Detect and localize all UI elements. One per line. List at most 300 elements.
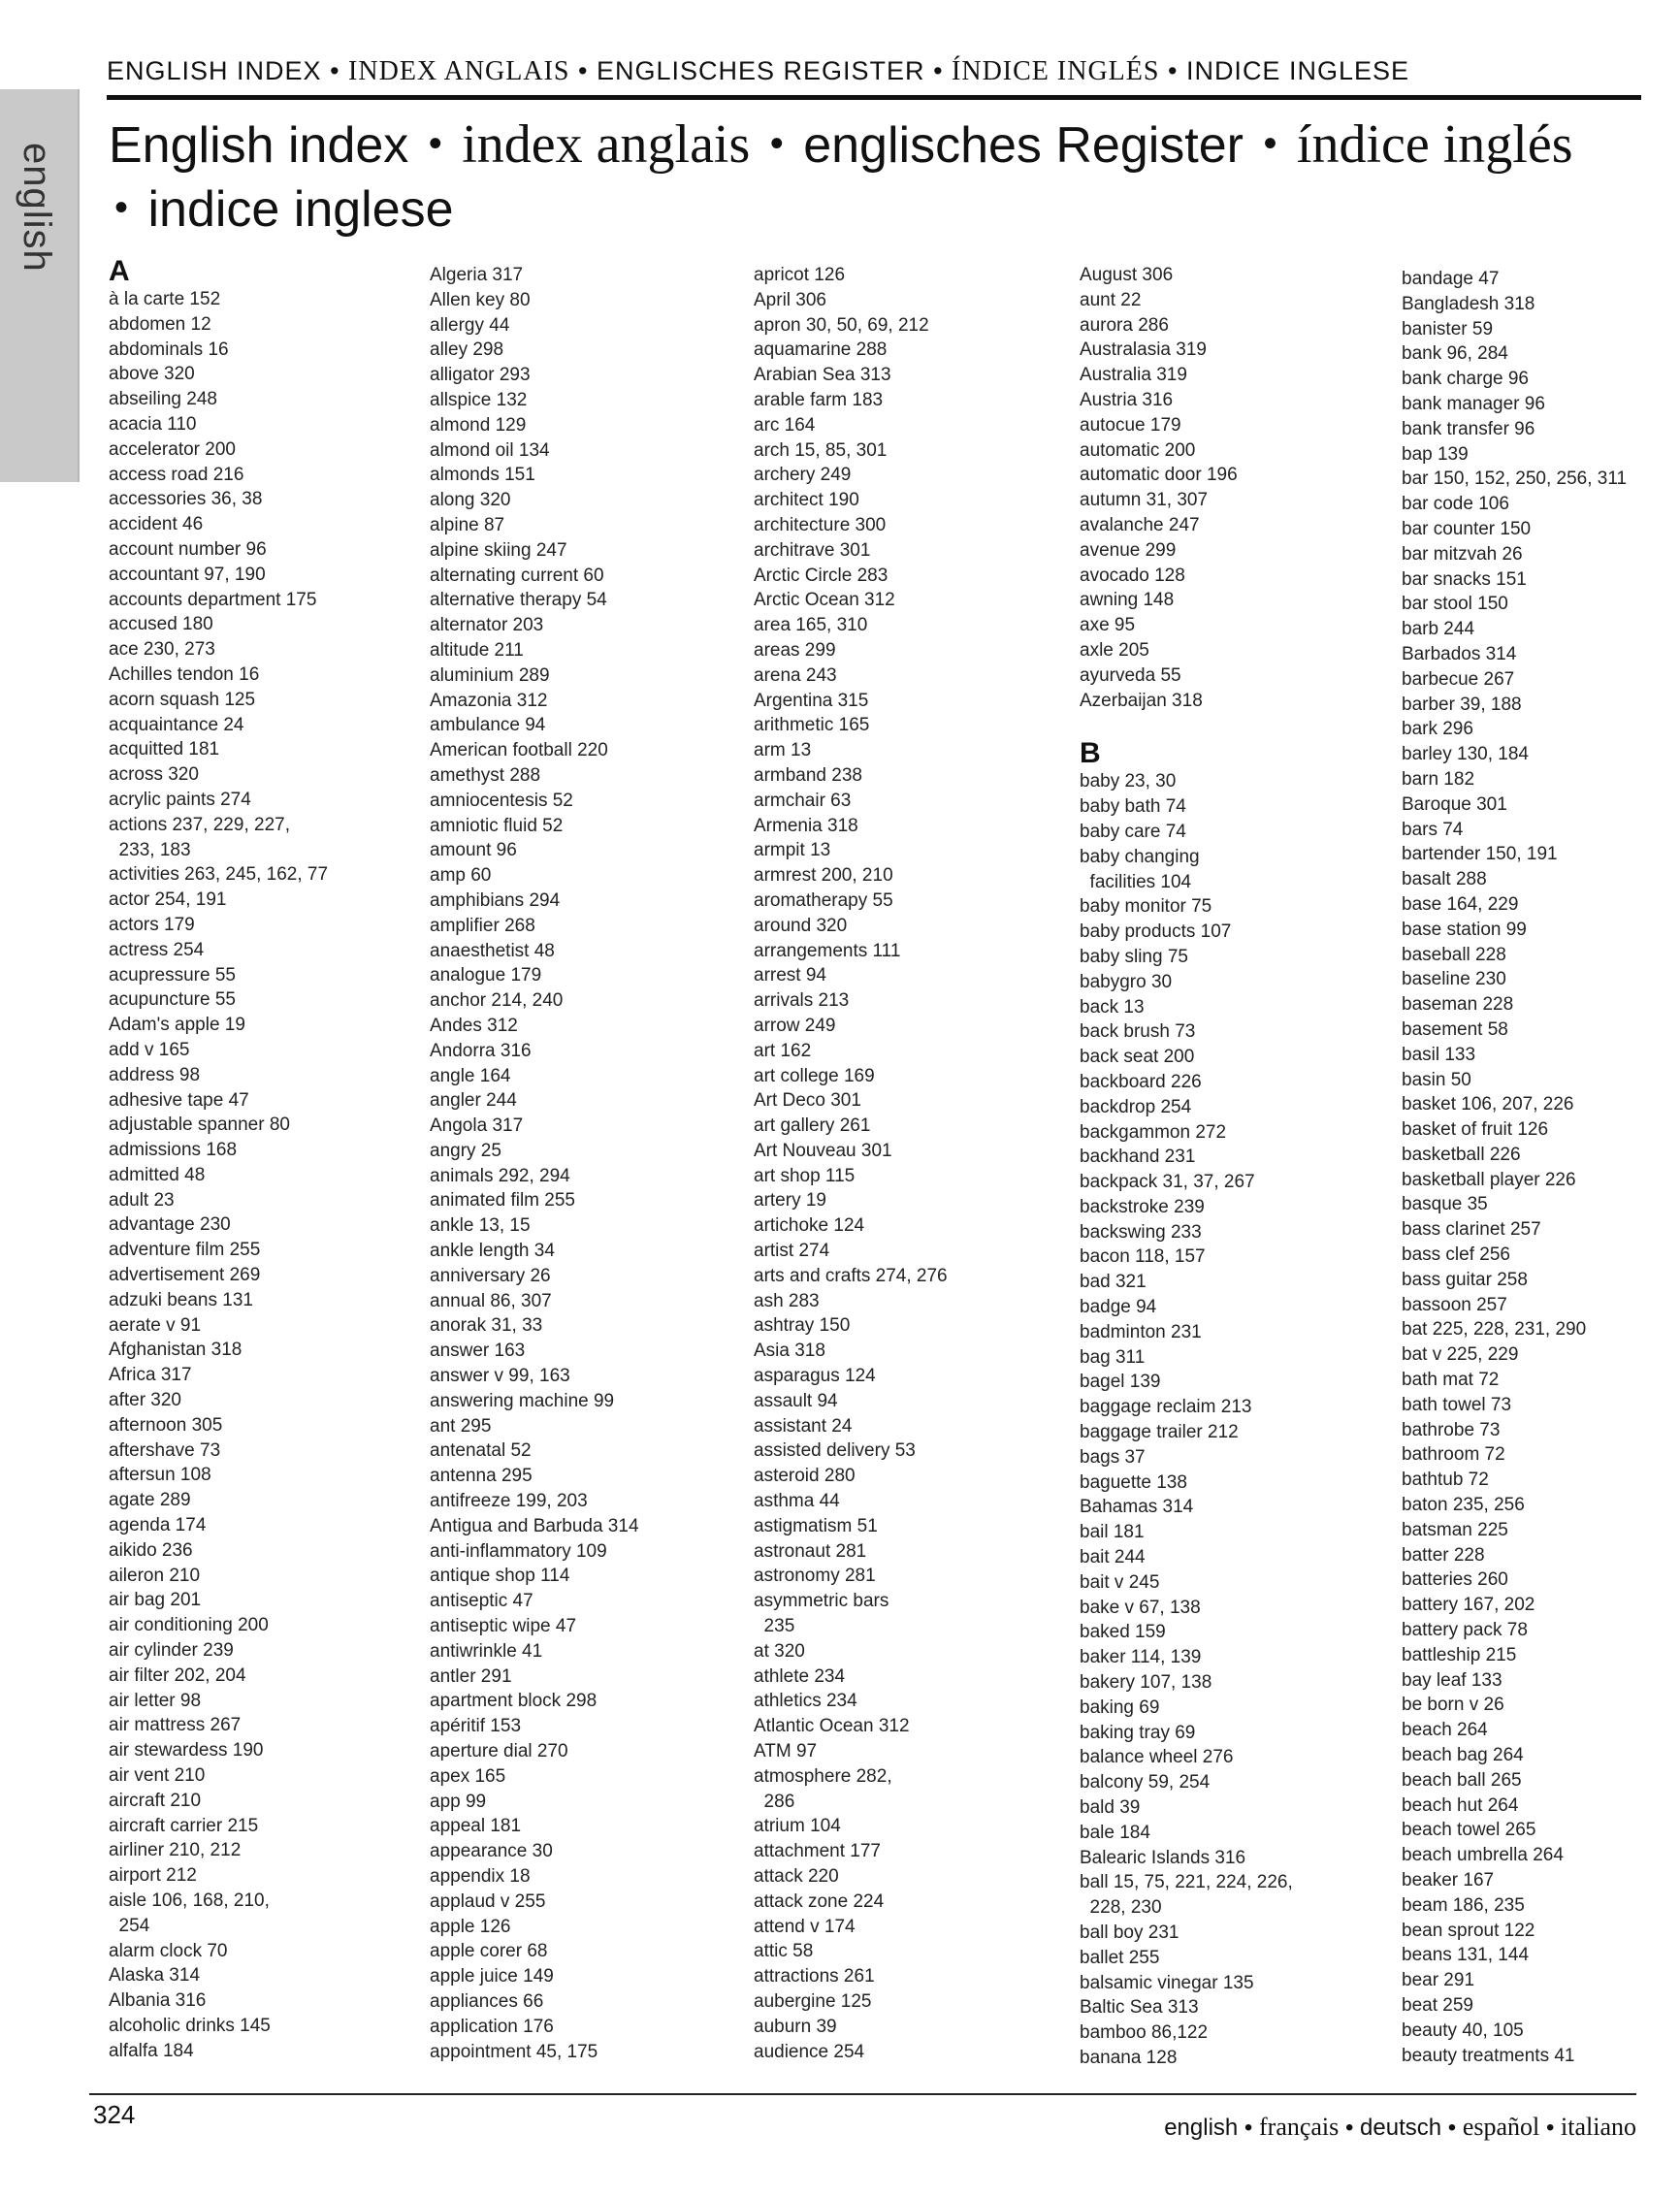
index-entry: Africa 317	[109, 1365, 192, 1386]
section-gap	[1080, 713, 1390, 736]
index-entry: apricot 126	[754, 265, 846, 285]
index-entry: accessories 36, 38	[109, 489, 263, 510]
index-entry: allspice 132	[430, 389, 528, 410]
index-entry: advertisement 269	[109, 1265, 261, 1286]
index-entry: annual 86, 307	[430, 1290, 552, 1311]
index-entry: air conditioning 200	[109, 1615, 269, 1636]
index-entry: armpit 13	[754, 840, 831, 861]
header-it: INDICE INGLESE	[1185, 56, 1409, 85]
index-entry: Australia 319	[1080, 365, 1187, 386]
index-entry: appeal 181	[430, 1816, 522, 1837]
index-entry: ball 15, 75, 221, 224, 226,	[1080, 1872, 1293, 1893]
index-entry: atrium 104	[754, 1816, 841, 1837]
index-entry: architecture 300	[754, 514, 887, 535]
index-entry: Azerbaijan 318	[1080, 690, 1203, 711]
index-entry: anniversary 26	[430, 1265, 551, 1286]
index-column-3	[754, 263, 1064, 2064]
index-entry: banana 128	[1080, 2047, 1178, 2068]
index-entry: bassoon 257	[1402, 1294, 1507, 1315]
index-entry: bathroom 72	[1402, 1444, 1505, 1466]
index-entry: ball boy 231	[1080, 1922, 1179, 1943]
index-entry: art 162	[754, 1040, 812, 1061]
index-entry: amount 96	[430, 840, 517, 861]
index-entry: acorn squash 125	[109, 689, 256, 710]
index-entry: antique shop 114	[430, 1566, 570, 1587]
title-separator: •	[114, 186, 129, 229]
index-entry: aromatherapy 55	[754, 889, 893, 911]
index-entry: backgammon 272	[1080, 1121, 1227, 1143]
index-entry: Algeria 317	[430, 265, 524, 285]
index-entry: à la carte 152	[109, 289, 221, 309]
title-de: englisches Register	[803, 117, 1244, 174]
index-column-1	[109, 254, 419, 2064]
index-entry: balcony 59, 254	[1080, 1772, 1211, 1793]
index-entry: bars 74	[1402, 819, 1464, 840]
index-entry: basket 106, 207, 226	[1402, 1094, 1574, 1115]
index-entry: antifreeze 199, 203	[430, 1491, 588, 1512]
index-entry: across 320	[109, 764, 199, 786]
index-entry: badge 94	[1080, 1297, 1157, 1318]
index-entry: anchor 214, 240	[430, 990, 564, 1012]
index-entry: alfalfa 184	[109, 2040, 194, 2061]
index-entry: bar counter 150	[1402, 518, 1532, 539]
index-entry: antenatal 52	[430, 1440, 532, 1462]
index-entry: alarm clock 70	[109, 1940, 228, 1961]
index-entry: air mattress 267	[109, 1715, 242, 1736]
index-entry: ace 230, 273	[109, 639, 215, 661]
index-entry: areas 299	[754, 639, 836, 661]
index-entry: bathrobe 73	[1402, 1419, 1501, 1440]
header-de: ENGLISCHES REGISTER	[596, 56, 925, 85]
index-entry: bank charge 96	[1402, 369, 1529, 390]
index-entry: basketball 226	[1402, 1144, 1521, 1165]
index-entry: basement 58	[1402, 1018, 1508, 1040]
index-entry: acquitted 181	[109, 739, 220, 760]
index-entry: barb 244	[1402, 619, 1475, 640]
index-entry: adhesive tape 47	[109, 1089, 249, 1111]
index-entry: anorak 31, 33	[430, 1315, 543, 1337]
index-entry: acacia 110	[109, 413, 197, 435]
index-entry: application 176	[430, 2016, 554, 2037]
index-entry: bat v 225, 229	[1402, 1344, 1519, 1366]
index-entry: base 164, 229	[1402, 893, 1519, 915]
index-entry: barber 39, 188	[1402, 694, 1522, 715]
index-entry: art college 169	[754, 1065, 875, 1086]
index-entry: access road 216	[109, 464, 244, 485]
language-tab-label: english	[16, 143, 58, 273]
index-entry: airport 212	[109, 1865, 197, 1887]
index-entry: aircraft 210	[109, 1790, 202, 1811]
index-entry: bath towel 73	[1402, 1394, 1512, 1415]
index-entry: bar mitzvah 26	[1402, 543, 1523, 565]
index-entry: 286	[754, 1791, 795, 1812]
index-entry: alcoholic drinks 145	[109, 2015, 271, 2036]
index-entry: arrest 94	[754, 965, 826, 986]
index-entry: attack zone 224	[754, 1890, 885, 1912]
index-entry: bean sprout 122	[1402, 1920, 1535, 1941]
index-entry: Afghanistan 318	[109, 1340, 242, 1361]
index-entry: accident 46	[109, 514, 204, 535]
index-entry: air stewardess 190	[109, 1740, 264, 1761]
index-entry: beauty treatments 41	[1402, 2045, 1575, 2066]
index-entry: Asia 318	[754, 1341, 825, 1362]
footer-separator: •	[1447, 2115, 1457, 2141]
index-entry: Allen key 80	[430, 289, 531, 310]
index-entry: angler 244	[430, 1090, 517, 1112]
index-entry: asthma 44	[754, 1491, 840, 1512]
index-entry: amniocentesis 52	[430, 790, 573, 811]
index-entry: attend v 174	[754, 1916, 856, 1937]
index-column-5	[1402, 267, 1680, 2068]
index-entry: bear 291	[1402, 1970, 1475, 1991]
index-entry: 235	[754, 1616, 795, 1637]
title-it: indice inglese	[147, 181, 454, 238]
index-entry: admissions 168	[109, 1140, 238, 1161]
index-entry: arc 164	[754, 414, 816, 436]
index-entry: arrivals 213	[754, 990, 850, 1012]
index-entry: baby 23, 30	[1080, 771, 1177, 792]
index-entry: alpine skiing 247	[430, 539, 567, 561]
index-entry: aluminium 289	[430, 664, 550, 686]
index-entry: artery 19	[754, 1190, 826, 1212]
index-entry: appearance 30	[430, 1841, 553, 1862]
index-entry: battery pack 78	[1402, 1620, 1528, 1641]
index-entry: add v 165	[109, 1039, 190, 1060]
index-entry: baby products 107	[1080, 921, 1232, 943]
index-entry: aubergine 125	[754, 1990, 872, 2012]
index-entry: bartender 150, 191	[1402, 844, 1558, 865]
index-entry: abdomen 12	[109, 313, 211, 335]
index-entry: armchair 63	[754, 790, 852, 811]
index-entry: baby bath 74	[1080, 796, 1186, 818]
index-entry: Australasia 319	[1080, 339, 1207, 361]
page-title	[109, 114, 1641, 243]
index-entry: bark 296	[1402, 719, 1473, 740]
index-entry: arable farm 183	[754, 389, 884, 410]
index-entry: actress 254	[109, 939, 205, 960]
index-entry: beauty 40, 105	[1402, 2019, 1524, 2041]
index-entry: bamboo 86,122	[1080, 2022, 1209, 2044]
header-en: ENGLISH INDEX	[107, 56, 322, 85]
index-entry: admitted 48	[109, 1164, 206, 1185]
index-entry: balsamic vinegar 135	[1080, 1972, 1254, 1993]
footer-es: español	[1462, 2113, 1540, 2141]
index-entry: aileron 210	[109, 1565, 201, 1586]
index-entry: along 320	[430, 490, 511, 511]
index-entry: aikido 236	[109, 1539, 193, 1561]
running-header	[107, 56, 1639, 87]
index-entry: aquamarine 288	[754, 339, 888, 361]
index-entry: apartment block 298	[430, 1691, 598, 1712]
index-entry: alpine 87	[430, 514, 505, 535]
index-entry: 233, 183	[109, 839, 191, 860]
index-entry: automatic 200	[1080, 439, 1196, 461]
index-entry: Baroque 301	[1402, 793, 1507, 815]
index-entry: appointment 45, 175	[430, 2041, 598, 2062]
letter-heading: B	[1080, 737, 1101, 770]
index-entry: Amazonia 312	[430, 690, 548, 711]
index-entry: auburn 39	[754, 2016, 837, 2037]
index-entry: acupuncture 55	[109, 989, 236, 1011]
index-entry: arch 15, 85, 301	[754, 439, 888, 461]
index-entry: airliner 210, 212	[109, 1840, 242, 1861]
index-entry: baker 114, 139	[1080, 1647, 1202, 1668]
index-entry: astronomy 281	[754, 1566, 876, 1587]
index-entry: Armenia 318	[754, 815, 858, 836]
index-entry: automatic door 196	[1080, 465, 1238, 486]
index-entry: avocado 128	[1080, 565, 1185, 586]
footer-it: italiano	[1561, 2113, 1636, 2141]
index-entry: arrangements 111	[754, 940, 901, 961]
index-entry: bank 96, 284	[1402, 343, 1508, 365]
index-entry: beach 264	[1402, 1720, 1488, 1741]
index-entry: American football 220	[430, 740, 608, 761]
index-entry: bar stool 150	[1402, 594, 1508, 615]
index-entry: athletics 234	[754, 1691, 857, 1712]
letter-heading: A	[109, 255, 130, 287]
index-entry: bat 225, 228, 231, 290	[1402, 1319, 1587, 1341]
index-entry: air bag 201	[109, 1590, 202, 1611]
index-entry: antler 291	[430, 1665, 512, 1687]
index-entry: astronaut 281	[754, 1540, 867, 1562]
index-entry: awning 148	[1080, 590, 1175, 611]
index-entry: amniotic fluid 52	[430, 815, 564, 836]
index-entry: arrow 249	[754, 1015, 836, 1036]
index-entry: activities 263, 245, 162, 77	[109, 864, 329, 886]
header-rule	[107, 95, 1641, 100]
index-entry: aftershave 73	[109, 1439, 221, 1461]
index-entry: bakery 107, 138	[1080, 1672, 1212, 1694]
index-entry: bake v 67, 138	[1080, 1597, 1201, 1618]
index-entry: apéritif 153	[430, 1716, 522, 1737]
title-fr: index anglais	[462, 114, 751, 175]
index-entry: astigmatism 51	[754, 1515, 878, 1536]
footer-separator: •	[1244, 2115, 1253, 2141]
index-entry: baguette 138	[1080, 1471, 1187, 1493]
index-entry: air vent 210	[109, 1765, 206, 1787]
index-entry: adjustable spanner 80	[109, 1115, 290, 1136]
index-entry: beam 186, 235	[1402, 1894, 1525, 1916]
index-entry: bags 37	[1080, 1446, 1146, 1468]
index-entry: Bahamas 314	[1080, 1497, 1194, 1518]
index-entry: amp 60	[430, 865, 492, 887]
index-entry: autocue 179	[1080, 414, 1181, 436]
index-entry: arena 243	[754, 664, 837, 686]
index-entry: adzuki beans 131	[109, 1289, 253, 1310]
index-entry: alternative therapy 54	[430, 590, 607, 611]
footer-rule	[89, 2093, 1636, 2095]
index-entry: Alaska 314	[109, 1965, 201, 1987]
index-entry: April 306	[754, 289, 826, 310]
index-entry: accelerator 200	[109, 438, 236, 460]
index-entry: acquaintance 24	[109, 714, 244, 735]
index-entry: facilities 104	[1080, 871, 1192, 892]
footer-languages	[1164, 2113, 1636, 2142]
index-entry: almond 129	[430, 414, 527, 436]
index-entry: Argentina 315	[754, 690, 869, 711]
index-entry: abseiling 248	[109, 389, 217, 410]
index-entry: 228, 230	[1080, 1897, 1162, 1919]
index-entry: back seat 200	[1080, 1047, 1195, 1068]
title-en: English index	[109, 117, 409, 174]
index-entry: back 13	[1080, 996, 1145, 1018]
index-entry: assault 94	[754, 1390, 838, 1411]
index-entry: beach hut 264	[1402, 1794, 1519, 1816]
index-entry: beat 259	[1402, 1994, 1473, 2016]
header-es: ÍNDICE INGLÉS	[952, 56, 1160, 86]
footer-de: deutsch	[1360, 2115, 1442, 2141]
index-entry: baking 69	[1080, 1696, 1160, 1718]
index-entry: autumn 31, 307	[1080, 490, 1209, 511]
header-separator: •	[330, 56, 340, 85]
index-entry: accountant 97, 190	[109, 564, 266, 585]
index-entry: baby care 74	[1080, 821, 1186, 842]
index-entry: angry 25	[430, 1140, 501, 1161]
index-entry: air filter 202, 204	[109, 1664, 246, 1686]
index-entry: Andes 312	[430, 1015, 518, 1036]
index-entry: bail 181	[1080, 1522, 1145, 1543]
index-entry: bathtub 72	[1402, 1470, 1489, 1491]
index-entry: avalanche 247	[1080, 514, 1200, 535]
index-entry: baking tray 69	[1080, 1722, 1196, 1743]
index-entry: attack 220	[754, 1866, 839, 1887]
index-entry: asymmetric bars	[754, 1591, 889, 1612]
index-entry: arts and crafts 274, 276	[754, 1265, 948, 1286]
index-entry: armrest 200, 210	[754, 865, 893, 887]
index-entry: baked 159	[1080, 1622, 1166, 1643]
index-entry: assistant 24	[754, 1415, 853, 1437]
index-column-4	[1080, 263, 1390, 2071]
index-entry: antiwrinkle 41	[430, 1640, 543, 1662]
index-entry: bank transfer 96	[1402, 418, 1535, 439]
index-entry: aircraft carrier 215	[109, 1815, 259, 1836]
index-entry: animals 292, 294	[430, 1165, 570, 1186]
index-entry: Antigua and Barbuda 314	[430, 1515, 639, 1536]
footer-separator: •	[1344, 2115, 1354, 2141]
index-column-2	[430, 263, 740, 2064]
index-entry: ATM 97	[754, 1741, 818, 1762]
index-entry: area 165, 310	[754, 615, 868, 636]
index-entry: baseball 228	[1402, 944, 1506, 965]
index-entry: August 306	[1080, 265, 1174, 285]
index-entry: bacon 118, 157	[1080, 1246, 1206, 1268]
index-entry: axe 95	[1080, 615, 1136, 636]
index-entry: basque 35	[1402, 1194, 1488, 1215]
index-entry: bath mat 72	[1402, 1370, 1500, 1391]
footer-en: english	[1164, 2115, 1239, 2141]
index-entry: bay leaf 133	[1402, 1669, 1502, 1691]
index-entry: Baltic Sea 313	[1080, 1997, 1199, 2019]
index-entry: actions 237, 229, 227,	[109, 814, 290, 835]
index-entry: batter 228	[1402, 1544, 1485, 1566]
index-entry: backstroke 239	[1080, 1196, 1205, 1217]
index-entry: baggage trailer 212	[1080, 1422, 1239, 1443]
index-entry: bait v 245	[1080, 1571, 1160, 1593]
index-entry: ash 283	[754, 1290, 820, 1311]
index-entry: aerate v 91	[109, 1314, 202, 1336]
header-separator: •	[578, 56, 589, 85]
index-entry: angle 164	[430, 1065, 511, 1086]
index-entry: analogue 179	[430, 965, 542, 986]
index-entry: bar code 106	[1402, 494, 1509, 515]
index-entry: audience 254	[754, 2041, 865, 2062]
index-entry: Arctic Circle 283	[754, 565, 888, 586]
index-entry: arithmetic 165	[754, 715, 870, 736]
index-entry: Angola 317	[430, 1115, 524, 1137]
index-entry: Achilles tendon 16	[109, 663, 260, 685]
index-entry: almonds 151	[430, 465, 535, 486]
index-entry: athlete 234	[754, 1665, 846, 1687]
index-entry: accused 180	[109, 614, 213, 635]
index-entry: battery 167, 202	[1402, 1595, 1535, 1616]
index-entry: banister 59	[1402, 318, 1494, 339]
index-entry: badminton 231	[1080, 1321, 1202, 1342]
index-entry: amethyst 288	[430, 764, 541, 786]
index-entry: aunt 22	[1080, 289, 1142, 310]
index-entry: armband 238	[754, 764, 862, 786]
index-entry: agenda 174	[109, 1515, 207, 1536]
index-entry: basalt 288	[1402, 869, 1487, 890]
index-entry: beach umbrella 264	[1402, 1845, 1564, 1866]
index-entry: animated film 255	[430, 1190, 575, 1212]
index-entry: altitude 211	[430, 639, 524, 661]
index-entry: alley 298	[430, 339, 504, 361]
header-separator: •	[933, 56, 944, 85]
language-thumb-tab[interactable]	[0, 89, 80, 482]
header-separator: •	[1167, 56, 1179, 85]
title-separator: •	[1263, 122, 1277, 165]
index-entry: baby sling 75	[1080, 946, 1188, 967]
index-entry: adventure film 255	[109, 1240, 261, 1261]
index-entry: aisle 106, 168, 210,	[109, 1890, 270, 1911]
index-entry: acupressure 55	[109, 964, 236, 985]
index-entry: ballet 255	[1080, 1947, 1160, 1968]
page-number: 324	[93, 2100, 136, 2129]
index-entry: baton 235, 256	[1402, 1495, 1525, 1516]
footer-fr: français	[1259, 2113, 1340, 2141]
index-entry: bag 311	[1080, 1346, 1146, 1368]
index-entry: accounts department 175	[109, 589, 317, 610]
index-entry: art shop 115	[754, 1165, 856, 1186]
index-entry: Atlantic Ocean 312	[754, 1716, 910, 1737]
index-entry: attachment 177	[754, 1841, 881, 1862]
index-entry: apex 165	[430, 1765, 506, 1787]
index-entry: allergy 44	[430, 314, 510, 336]
index-entry: aurora 286	[1080, 314, 1169, 336]
index-entry: answering machine 99	[430, 1390, 615, 1411]
index-entry: baggage reclaim 213	[1080, 1397, 1252, 1418]
index-entry: bass clarinet 257	[1402, 1219, 1541, 1241]
index-entry: apple 126	[430, 1916, 511, 1937]
footer-separator: •	[1545, 2115, 1555, 2141]
index-entry: attic 58	[754, 1941, 814, 1962]
index-entry: arm 13	[754, 740, 812, 761]
index-entry: aftersun 108	[109, 1465, 211, 1486]
index-entry: apple juice 149	[430, 1966, 554, 1987]
index-entry: antiseptic wipe 47	[430, 1616, 577, 1637]
title-separator: •	[428, 122, 442, 165]
index-entry: bagel 139	[1080, 1372, 1161, 1393]
index-entry: amphibians 294	[430, 889, 561, 911]
index-entry: batteries 260	[1402, 1569, 1508, 1591]
index-entry: Art Deco 301	[754, 1090, 861, 1112]
index-entry: architect 190	[754, 490, 859, 511]
header-fr: INDEX ANGLAIS	[348, 56, 570, 86]
index-entry: bald 39	[1080, 1797, 1141, 1819]
title-es: índice inglés	[1296, 114, 1573, 175]
index-entry: agate 289	[109, 1490, 191, 1511]
index-entry: barbecue 267	[1402, 668, 1515, 690]
